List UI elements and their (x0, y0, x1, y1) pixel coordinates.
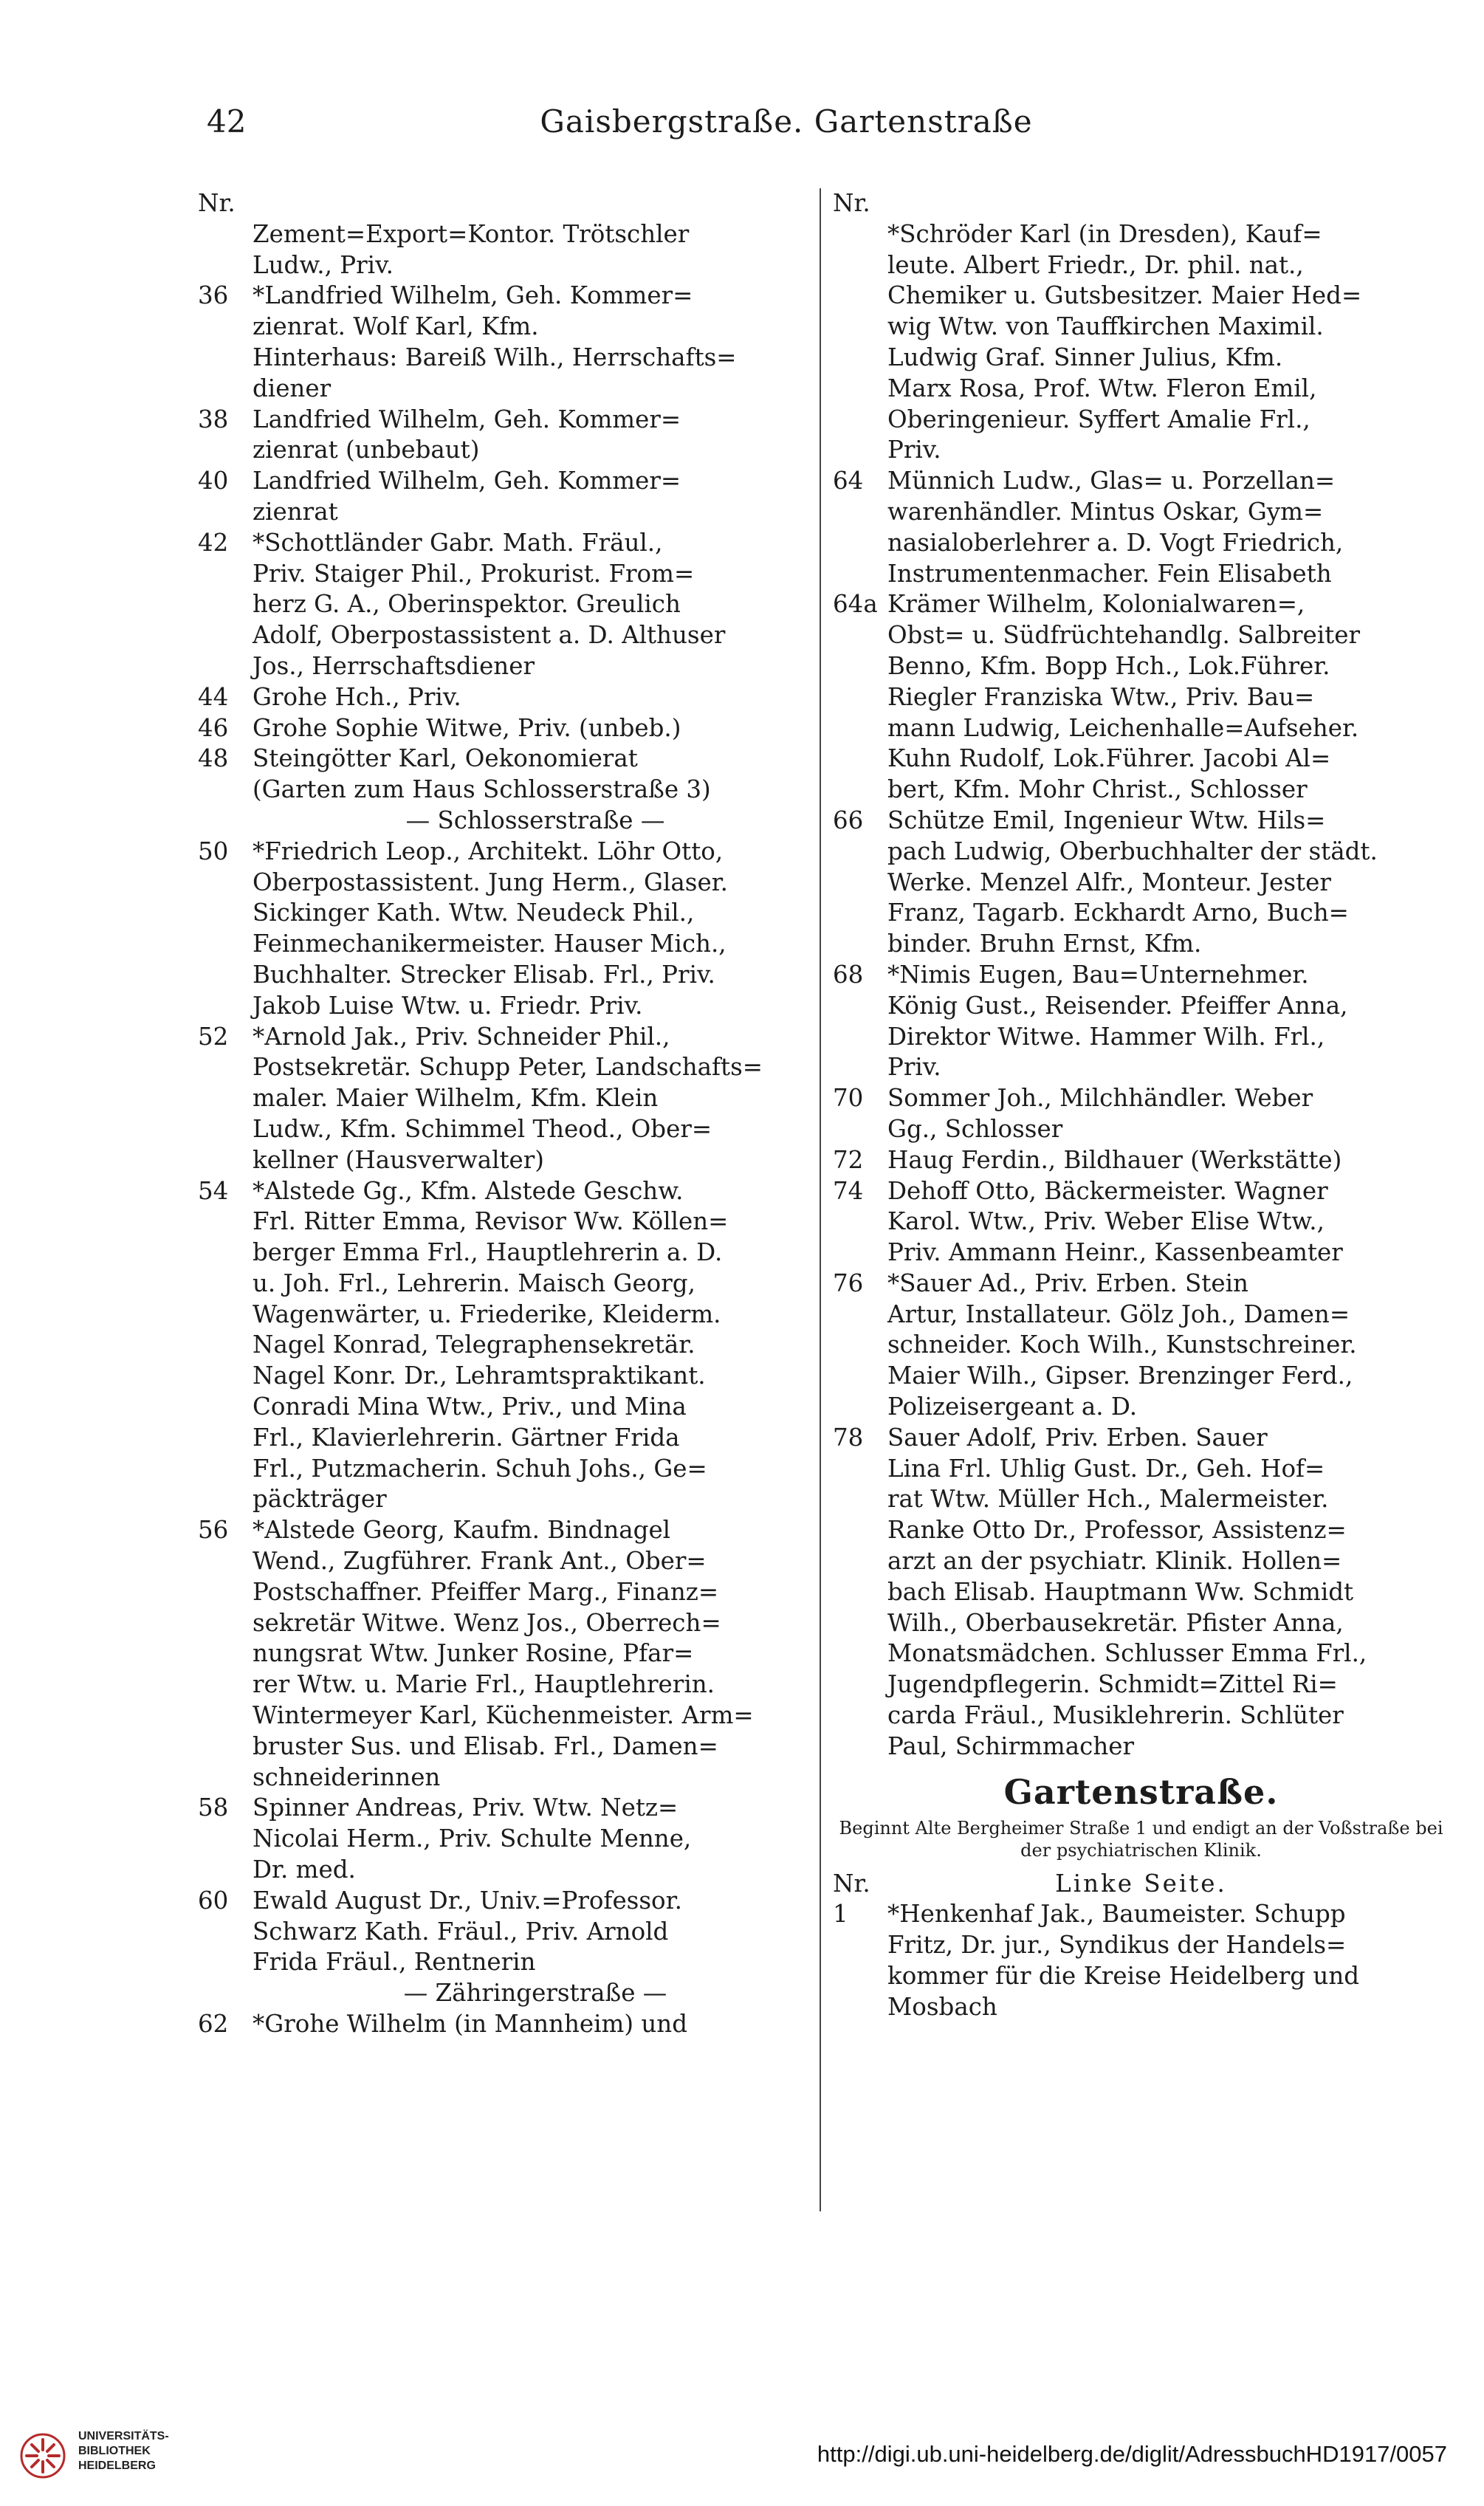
entry-line (198, 1484, 818, 1515)
entry-line (833, 929, 1449, 960)
entry-text: Grohe Hch., Priv. (253, 682, 461, 711)
house-number: 64 (833, 467, 864, 495)
entry-text: Oberingenieur. Syffert Amalie Frl., (887, 405, 1310, 433)
right-column (833, 188, 1449, 2023)
entry-text: Ewald August Dr., Univ.=Professor. (253, 1886, 682, 1915)
entry-text: Frida Fräul., Rentnerin (253, 1948, 536, 1977)
entry-line (833, 1423, 1449, 1454)
entry-text: Jakob Luise Wtw. u. Friedr. Priv. (253, 991, 643, 1020)
entry-line (833, 960, 1449, 991)
entry-text: bruster Sus. und Elisab. Frl., Damen= (253, 1731, 718, 1760)
entry-line (833, 1083, 1449, 1114)
entry-line (833, 1638, 1449, 1669)
side-heading (833, 1869, 1449, 1900)
entry-line (198, 466, 818, 497)
entry-line (198, 1361, 818, 1392)
entry-line (198, 1577, 818, 1608)
entry-text: Jos., Herrschaftsdiener (253, 651, 535, 680)
entry-text: Dr. med. (253, 1856, 356, 1884)
entry-text: Münnich Ludw., Glas= u. Porzellan= (887, 467, 1336, 495)
side-label: Linke Seite. (1055, 1869, 1227, 1898)
entry-line (833, 1330, 1449, 1361)
library-logo-text (78, 2429, 169, 2474)
entry-line (833, 343, 1449, 374)
entry-line (833, 775, 1449, 806)
entry-text: kellner (Hausverwalter) (253, 1145, 544, 1174)
entry-line (833, 1669, 1449, 1700)
left-column (198, 188, 818, 2040)
entry-line (833, 1899, 1449, 1930)
entry-text: Landfried Wilhelm, Geh. Kommer= (253, 405, 681, 433)
entry-text: Conradi Mina Wtw., Priv., und Mina (253, 1393, 687, 1421)
entry-text: *Schottländer Gabr. Math. Fräul., (253, 528, 663, 557)
entry-line (198, 1052, 818, 1083)
entry-line (833, 1269, 1449, 1300)
entry-text: Chemiker u. Gutsbesitzer. Maier Hed= (887, 281, 1362, 310)
entry-text: *Grohe Wilhelm (in Mannheim) und (253, 2010, 688, 2039)
house-number: 58 (198, 1793, 229, 1822)
entry-text: Ludw., Priv. (253, 250, 394, 279)
entry-text: Zement=Export=Kontor. Trötschler (253, 219, 690, 248)
logo-line: UNIVERSITÄTS- (78, 2430, 169, 2443)
entry-text: Hinterhaus: Bareiß Wilh., Herrschafts= (253, 343, 737, 371)
house-number: 78 (833, 1423, 864, 1452)
house-number: 68 (833, 960, 864, 989)
entry-line (833, 713, 1449, 744)
entry-text: Wilh., Oberbausekretär. Pfister Anna, (887, 1608, 1344, 1637)
entry-line (198, 405, 818, 436)
entry-line (198, 1700, 818, 1731)
entry-text: u. Joh. Frl., Lehrerin. Maisch Georg, (253, 1269, 695, 1297)
entry-line (833, 435, 1449, 466)
entry-text: Frl. Ritter Emma, Revisor Ww. Köllen= (253, 1207, 729, 1236)
entry-text: Priv. Staiger Phil., Prokurist. From= (253, 559, 695, 588)
entry-line (833, 991, 1449, 1022)
entry-text: Wagenwärter, u. Friederike, Kleiderm. (253, 1300, 721, 1328)
entry-text: *Sauer Ad., Priv. Erben. Stein (887, 1269, 1248, 1297)
entry-text: Priv. Ammann Heinr., Kassenbeamter (887, 1238, 1343, 1267)
cross-street-line (198, 1978, 818, 2009)
entry-line (198, 1824, 818, 1855)
entry-text: wig Wtw. von Tauffkirchen Maximil. (887, 312, 1324, 341)
entry-text: *Nimis Eugen, Bau=Unternehmer. (887, 960, 1309, 989)
entry-line (833, 1700, 1449, 1731)
entry-line (833, 374, 1449, 405)
house-number: 70 (833, 1084, 864, 1113)
entry-line (833, 1961, 1449, 1992)
page-header (185, 103, 1388, 155)
entry-line (198, 1793, 818, 1824)
entry-line (198, 1515, 818, 1546)
entry-line (833, 466, 1449, 497)
entry-text: Marx Rosa, Prof. Wtw. Fleron Emil, (887, 374, 1317, 402)
entry-line (833, 1515, 1449, 1546)
house-number: 44 (198, 682, 229, 711)
right-column-entries (833, 188, 1449, 1762)
entry-text: Gg., Schlosser (887, 1114, 1063, 1143)
house-number: 36 (198, 281, 229, 310)
entry-text: diener (253, 374, 332, 402)
entry-line (833, 405, 1449, 436)
entry-line (833, 1145, 1449, 1176)
house-number: 66 (833, 806, 864, 834)
entry-line (833, 1484, 1449, 1515)
entry-line (833, 1300, 1449, 1331)
entry-text: Oberpostassistent. Jung Herm., Glaser. (253, 868, 728, 896)
entry-line (833, 312, 1449, 343)
entry-text: Maier Wilh., Gipser. Brenzinger Ferd., (887, 1362, 1353, 1390)
entry-text: Adolf, Oberpostassistent a. D. Althuser (253, 621, 726, 650)
house-number: Nr. (833, 189, 870, 217)
entry-text: pach Ludwig, Oberbuchhalter der städt. (887, 837, 1378, 865)
entry-line (833, 219, 1449, 250)
entry-line (198, 1762, 818, 1793)
column-divider (820, 188, 821, 2211)
entry-text: — Schlosserstraße — (405, 806, 665, 834)
entry-text: sekretär Witwe. Wenz Jos., Oberrech= (253, 1608, 721, 1637)
entry-line (198, 1669, 818, 1700)
entry-text: *Alstede Gg., Kfm. Alstede Geschw. (253, 1176, 684, 1205)
entry-line (198, 620, 818, 651)
entry-text: Fritz, Dr. jur., Syndikus der Handels= (887, 1931, 1347, 1960)
entry-text: Lina Frl. Uhlig Gust. Dr., Geh. Hof= (887, 1454, 1325, 1483)
entry-line (198, 1731, 818, 1762)
entry-line (198, 1886, 818, 1917)
entry-line (198, 1114, 818, 1145)
entry-text: Schwarz Kath. Fräul., Priv. Arnold (253, 1917, 669, 1946)
entry-text: zienrat. Wolf Karl, Kfm. (253, 312, 539, 341)
entry-text: kommer für die Kreise Heidelberg und (887, 1962, 1360, 1991)
entry-text: Polizeisergeant a. D. (887, 1393, 1138, 1421)
house-number: 62 (198, 2010, 229, 2039)
side-nr: Nr. (833, 1869, 870, 1898)
entry-text: zienrat (unbebaut) (253, 436, 480, 464)
entry-text: Steingötter Karl, Oekonomierat (253, 744, 638, 773)
entry-text: — Zähringerstraße — (403, 1979, 667, 2008)
house-number: 48 (198, 744, 229, 773)
entry-text: rer Wtw. u. Marie Frl., Hauptlehrerin. (253, 1670, 715, 1699)
entry-text: Postschaffner. Pfeiffer Marg., Finanz= (253, 1577, 719, 1606)
entry-text: Monatsmädchen. Schlusser Emma Frl., (887, 1639, 1367, 1668)
house-number: 60 (198, 1886, 229, 1915)
entry-text: Mosbach (887, 1992, 997, 2021)
entry-line (833, 281, 1449, 312)
library-logo[interactable] (19, 2429, 196, 2485)
entry-text: Priv. (887, 436, 941, 464)
entry-text: Wend., Zugführer. Frank Ant., Ober= (253, 1547, 707, 1576)
entry-line (833, 898, 1449, 929)
gartenstrasse-entries (833, 1899, 1449, 2022)
entry-text: bach Elisab. Hauptmann Ww. Schmidt (887, 1577, 1354, 1606)
entry-text: *Friedrich Leop., Architekt. Löhr Otto, (253, 837, 724, 865)
entry-text: Riegler Franziska Wtw., Priv. Bau= (887, 682, 1315, 711)
entry-line (833, 528, 1449, 559)
entry-line (198, 1454, 818, 1485)
entry-line (198, 1947, 818, 1978)
entry-text: mann Ludwig, Leichenhalle=Aufseher. (887, 713, 1359, 742)
footer (0, 2410, 1484, 2506)
entry-line (198, 1917, 818, 1948)
entry-text: nasialoberlehrer a. D. Vogt Friedrich, (887, 528, 1344, 557)
entry-line (198, 188, 818, 219)
entry-line (833, 1237, 1449, 1269)
entry-text: Direktor Witwe. Hammer Wilh. Frl., (887, 1022, 1325, 1051)
house-number: 72 (833, 1145, 864, 1174)
entry-text: Kuhn Rudolf, Lok.Führer. Jacobi Al= (887, 744, 1331, 773)
entry-text: schneiderinnen (253, 1762, 441, 1791)
entry-text: bert, Kfm. Mohr Christ., Schlosser (887, 775, 1308, 804)
entry-line (198, 1145, 818, 1176)
entry-line (833, 1546, 1449, 1577)
entry-line (833, 1176, 1449, 1207)
house-number: 42 (198, 528, 229, 557)
source-url-link[interactable]: http://digi.ub.uni-heidelberg.de/diglit/AdressbuchHD1917/0057 (817, 2441, 1447, 2467)
entry-text: *Alstede Georg, Kaufm. Bindnagel (253, 1516, 671, 1545)
entry-text: Ludw., Kfm. Schimmel Theod., Ober= (253, 1114, 712, 1143)
entry-line (833, 1022, 1449, 1053)
entry-text: *Landfried Wilhelm, Geh. Kommer= (253, 281, 693, 310)
entry-text: Nicolai Herm., Priv. Schulte Menne, (253, 1824, 692, 1853)
entry-line (198, 868, 818, 899)
house-number: 40 (198, 467, 229, 495)
entry-text: Artur, Installateur. Gölz Joh., Damen= (887, 1300, 1350, 1328)
entry-line (198, 1608, 818, 1639)
house-number: 38 (198, 405, 229, 433)
entry-line (198, 1423, 818, 1454)
entry-text: Ranke Otto Dr., Professor, Assistenz= (887, 1516, 1347, 1545)
entry-line (198, 1083, 818, 1114)
entry-line (198, 281, 818, 312)
entry-line (833, 559, 1449, 590)
entry-line (198, 775, 818, 806)
entry-text: Schütze Emil, Ingenieur Wtw. Hils= (887, 806, 1326, 834)
entry-text: Sommer Joh., Milchhändler. Weber (887, 1084, 1313, 1113)
entry-line (198, 1206, 818, 1237)
entry-text: Jugendpflegerin. Schmidt=Zittel Ri= (887, 1670, 1338, 1699)
entry-line (833, 651, 1449, 682)
entry-line (833, 188, 1449, 219)
entry-text: Postsekretär. Schupp Peter, Landschafts= (253, 1053, 763, 1082)
entry-text: *Schröder Karl (in Dresden), Kauf= (887, 219, 1322, 248)
entry-line (198, 837, 818, 868)
entry-text: zienrat (253, 497, 338, 526)
entry-line (833, 682, 1449, 713)
entry-text: päckträger (253, 1485, 387, 1514)
entry-line (833, 1731, 1449, 1762)
running-title: Gaisbergstraße. Gartenstraße (540, 103, 1033, 140)
entry-line (198, 960, 818, 991)
page-number: 42 (207, 103, 247, 140)
entry-line (198, 744, 818, 775)
entry-line (833, 1608, 1449, 1639)
entry-line (198, 1176, 818, 1207)
entry-line (198, 559, 818, 590)
entry-text: maler. Maier Wilhelm, Kfm. Klein (253, 1084, 659, 1113)
entry-text: Karol. Wtw., Priv. Weber Elise Wtw., (887, 1207, 1325, 1236)
entry-text: Franz, Tagarb. Eckhardt Arno, Buch= (887, 899, 1349, 927)
entry-line (198, 497, 818, 528)
entry-text: carda Fräul., Musiklehrerin. Schlüter (887, 1701, 1344, 1730)
logo-line: BIBLIOTHEK (78, 2445, 151, 2457)
entry-line (198, 250, 818, 281)
entry-text: Buchhalter. Strecker Elisab. Frl., Priv. (253, 960, 715, 989)
entry-line (198, 1269, 818, 1300)
entry-line (833, 1052, 1449, 1083)
entry-line (198, 1392, 818, 1423)
entry-line (833, 1392, 1449, 1423)
entry-line (198, 343, 818, 374)
entry-text: Feinmechanikermeister. Hauser Mich., (253, 930, 726, 958)
entry-line (833, 1577, 1449, 1608)
entry-text: Benno, Kfm. Bopp Hch., Lok.Führer. (887, 651, 1330, 680)
entry-text: *Arnold Jak., Priv. Schneider Phil., (253, 1022, 670, 1051)
entry-text: *Henkenhaf Jak., Baumeister. Schupp (887, 1900, 1346, 1929)
entry-line (198, 1300, 818, 1331)
entry-text: Landfried Wilhelm, Geh. Kommer= (253, 467, 681, 495)
entry-text: warenhändler. Mintus Oskar, Gym= (887, 497, 1324, 526)
entry-line (198, 682, 818, 713)
logo-line: HEIDELBERG (78, 2459, 156, 2472)
house-number: 46 (198, 713, 229, 742)
entry-line (833, 620, 1449, 651)
house-number: 1 (833, 1900, 848, 1929)
house-number: 56 (198, 1516, 229, 1545)
entry-text: rat Wtw. Müller Hch., Malermeister. (887, 1485, 1329, 1514)
entry-line (198, 1855, 818, 1886)
entry-text: Werke. Menzel Alfr., Monteur. Jester (887, 868, 1331, 896)
entry-line (833, 1454, 1449, 1485)
entry-line (833, 1114, 1449, 1145)
cross-street-line (198, 806, 818, 837)
entry-text: Instrumentenmacher. Fein Elisabeth (887, 559, 1332, 588)
entry-text: Frl., Putzmacherin. Schuh Johs., Ge= (253, 1454, 707, 1483)
entry-line (833, 837, 1449, 868)
entry-text: Wintermeyer Karl, Küchenmeister. Arm= (253, 1701, 754, 1730)
entry-line (198, 1237, 818, 1269)
entry-text: Sauer Adolf, Priv. Erben. Sauer (887, 1423, 1268, 1452)
entry-line (833, 497, 1449, 528)
entry-line (198, 374, 818, 405)
entry-text: leute. Albert Friedr., Dr. phil. nat., (887, 250, 1304, 279)
entry-line (198, 589, 818, 620)
library-logo-icon (19, 2432, 66, 2479)
entry-text: Nagel Konr. Dr., Lehramtspraktikant. (253, 1362, 706, 1390)
entry-text: berger Emma Frl., Hauptlehrerin a. D. (253, 1238, 723, 1267)
entry-line (198, 2009, 818, 2040)
entry-text: binder. Bruhn Ernst, Kfm. (887, 930, 1202, 958)
entry-line (833, 1206, 1449, 1237)
entry-text: Priv. (887, 1053, 941, 1082)
entry-text: nungsrat Wtw. Junker Rosine, Pfar= (253, 1639, 694, 1668)
entry-line (833, 250, 1449, 281)
entry-text: Haug Ferdin., Bildhauer (Werkstätte) (887, 1145, 1342, 1174)
entry-text: Nagel Konrad, Telegraphensekretär. (253, 1331, 695, 1359)
entry-line (198, 1330, 818, 1361)
entry-line (833, 1361, 1449, 1392)
street-note: Beginnt Alte Bergheimer Straße 1 und endigt an der Voßstraße bei der psychiatrischen Klinik. (839, 1817, 1443, 1861)
house-number: 54 (198, 1176, 229, 1205)
entry-line (198, 1022, 818, 1053)
entry-line (833, 1992, 1449, 2023)
street-heading: Gartenstraße. (1003, 1771, 1279, 1812)
entry-line (198, 898, 818, 929)
entry-text: schneider. Koch Wilh., Kunstschreiner. (887, 1331, 1357, 1359)
entry-line (833, 868, 1449, 899)
entry-text: Obst= u. Südfrüchtehandlg. Salbreiter (887, 621, 1361, 650)
entry-text: Krämer Wilhelm, Kolonialwaren=, (887, 590, 1305, 619)
entry-line (833, 1930, 1449, 1961)
entry-text: Paul, Schirmmacher (887, 1731, 1135, 1760)
entry-line (198, 219, 818, 250)
house-number: 50 (198, 837, 229, 865)
entry-text: Sickinger Kath. Wtw. Neudeck Phil., (253, 899, 695, 927)
house-number: Nr. (198, 189, 236, 217)
entry-line (198, 713, 818, 744)
entry-text: König Gust., Reisender. Pfeiffer Anna, (887, 991, 1348, 1020)
entry-line (198, 528, 818, 559)
entry-line (198, 651, 818, 682)
entry-text: herz G. A., Oberinspektor. Greulich (253, 590, 681, 619)
entry-line (198, 1638, 818, 1669)
entry-line (198, 929, 818, 960)
entry-line (198, 1546, 818, 1577)
entry-line (833, 744, 1449, 775)
entry-text: (Garten zum Haus Schlosserstraße 3) (253, 775, 711, 804)
entry-line (833, 589, 1449, 620)
house-number: 52 (198, 1022, 229, 1051)
entry-text: Dehoff Otto, Bäckermeister. Wagner (887, 1176, 1328, 1205)
entry-text: Spinner Andreas, Priv. Wtw. Netz= (253, 1793, 679, 1822)
entry-text: Frl., Klavierlehrerin. Gärtner Frida (253, 1423, 680, 1452)
house-number: 64a (833, 590, 878, 619)
entry-line (198, 991, 818, 1022)
entry-text: arzt an der psychiatr. Klinik. Hollen= (887, 1547, 1342, 1576)
entry-line (833, 806, 1449, 837)
entry-line (198, 435, 818, 466)
house-number: 76 (833, 1269, 864, 1297)
entry-line (198, 312, 818, 343)
house-number: 74 (833, 1176, 864, 1205)
entry-text: Ludwig Graf. Sinner Julius, Kfm. (887, 343, 1283, 371)
entry-text: Grohe Sophie Witwe, Priv. (unbeb.) (253, 713, 681, 742)
